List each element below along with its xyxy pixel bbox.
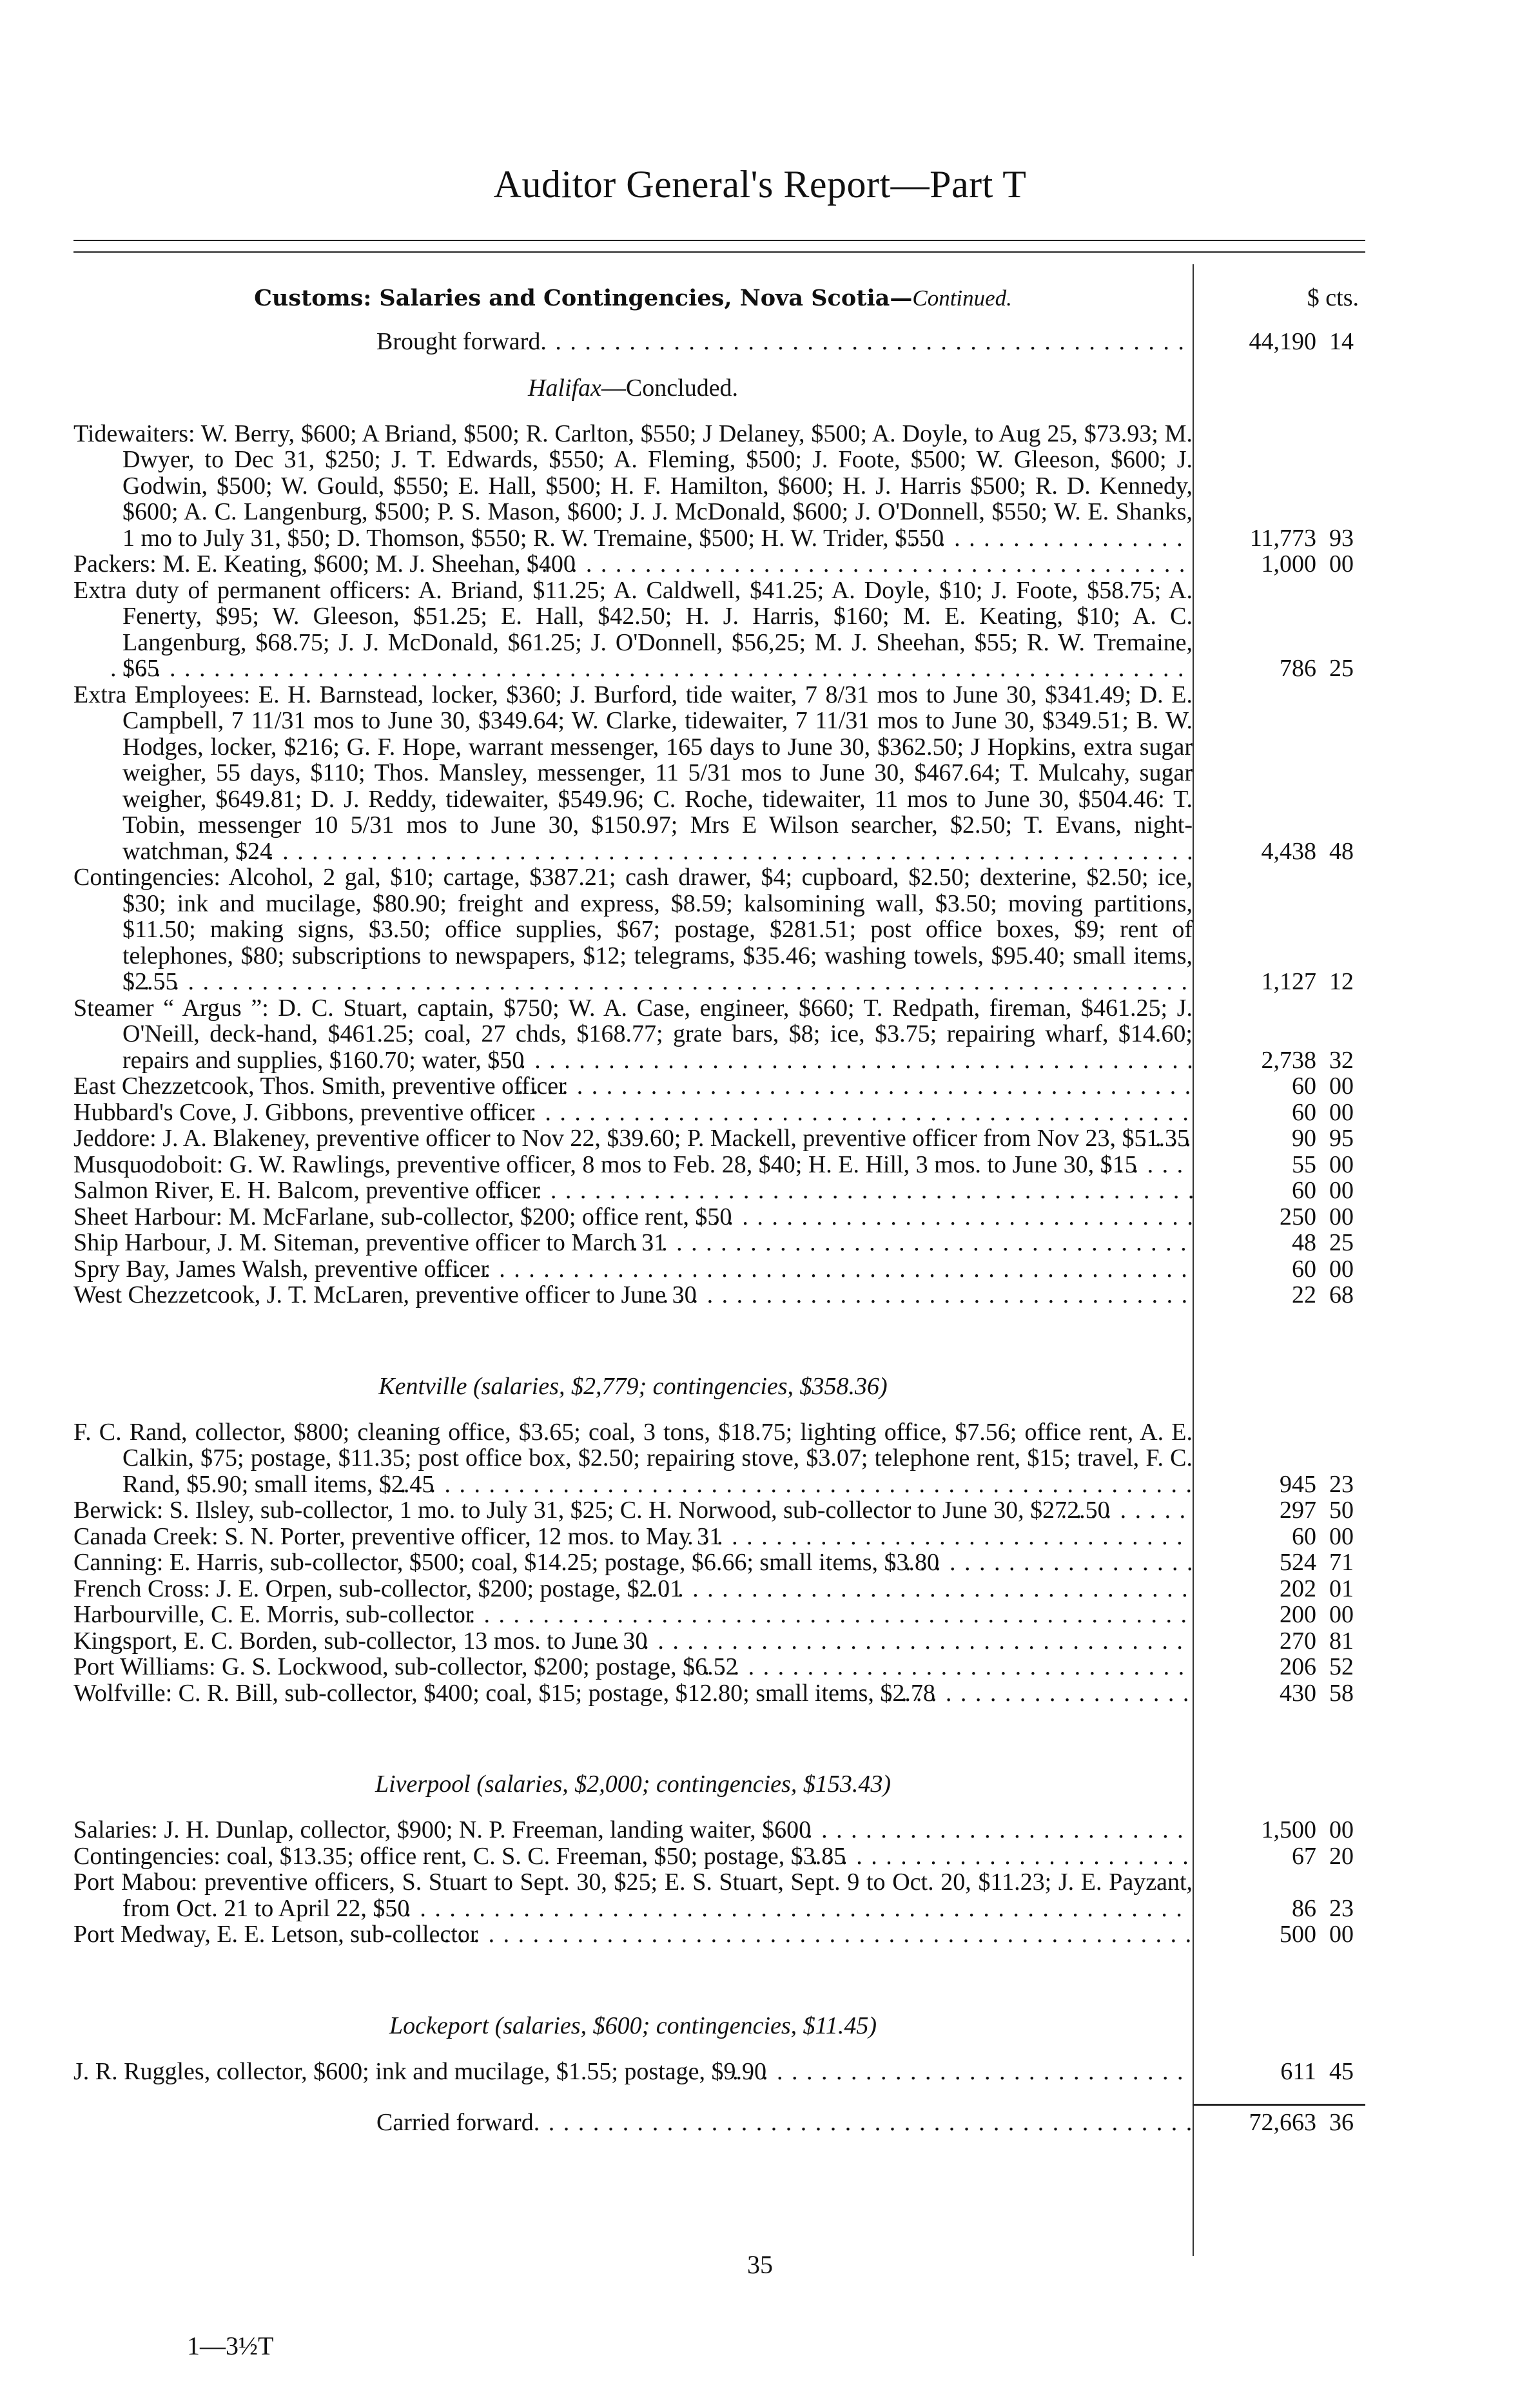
amount-dollars: 60 [1292, 1073, 1316, 1100]
lockeport-heading: Lockeport (salaries, $600; contingencies, $11.45) [389, 2012, 877, 2039]
entry-amount [1193, 1047, 1365, 1074]
entry-description: Spry Bay, James Walsh, preventive officer . . . [73, 1256, 1193, 1283]
amount-dollars: 60 [1292, 1255, 1316, 1283]
entry-description: Jeddore: J. A. Blakeney, preventive officer to Nov 22, $39.60; P. Mackell, preventive officer from Nov 23, $51.35 . . . [73, 1125, 1193, 1152]
amount-dollars: 48 [1292, 1229, 1316, 1256]
amount-cents: 71 [1329, 1549, 1354, 1576]
amount-dollars: 60 [1292, 1098, 1316, 1126]
entry-amount [1193, 969, 1365, 995]
table-row [73, 995, 1365, 1074]
entry-amount [1193, 1100, 1365, 1126]
amount-cents: 00 [1329, 1073, 1354, 1100]
kentville-heading: Kentville (salaries, $2,779; contingencies, $358.36) [378, 1372, 888, 1400]
section-title: Customs: Salaries and Contingencies, Nova Scotia—Continued. [254, 285, 1012, 311]
amount-dollars: 270 [1280, 1627, 1316, 1655]
amount-dollars: 945 [1280, 1470, 1316, 1498]
entry-amount [1193, 1628, 1365, 1655]
brought-forward-amount: 44,190 14 [1249, 328, 1354, 355]
amount-dollars: 90 [1292, 1125, 1316, 1152]
amount-cents: 50 [1329, 1497, 1354, 1524]
amount-cents: 00 [1329, 1921, 1354, 1948]
amount-cents: 00 [1329, 1601, 1354, 1628]
entry-amount [1193, 525, 1365, 552]
amount-cents: 25 [1329, 655, 1354, 682]
report-body [73, 284, 1365, 2136]
entry-amount [1193, 1125, 1365, 1152]
entry-description: Salmon River, E. H. Balcom, preventive officer . . . [73, 1178, 1193, 1204]
entry-amount [1193, 1654, 1365, 1680]
unit-header: $ cts. [1307, 284, 1359, 311]
table-row [73, 1602, 1365, 1628]
amount-dollars: 86 [1292, 1894, 1316, 1922]
entry-amount [1193, 1152, 1365, 1178]
table-row [73, 1817, 1365, 1843]
entry-amount [1193, 1073, 1365, 1100]
carried-forward-amount: 72,663 36 [1193, 2104, 1365, 2136]
amount-cents: 58 [1329, 1679, 1354, 1707]
table-row [73, 1680, 1365, 1707]
liverpool-entries [73, 1817, 1365, 1948]
entry-description: Port Medway, E. E. Letson, sub-collector . . . [73, 1921, 1193, 1948]
amount-cents: 81 [1329, 1627, 1354, 1655]
amount-dollars: 250 [1280, 1203, 1316, 1230]
amount-cents: 00 [1329, 1816, 1354, 1843]
entry-amount [1193, 1471, 1365, 1498]
table-row [73, 421, 1365, 552]
amount-cents: 48 [1329, 837, 1354, 865]
entry-description: Musquodoboit: G. W. Rawlings, preventive officer, 8 mos to Feb. 28, $40; H. E. Hill, 3 mos. to June 30, $15 . . . [73, 1152, 1193, 1178]
table-row [73, 1100, 1365, 1126]
amount-cents: 00 [1329, 1255, 1354, 1283]
entry-amount [1193, 1896, 1365, 1922]
table-row [73, 1152, 1365, 1178]
amount-dollars: 297 [1280, 1497, 1316, 1524]
table-row [73, 1178, 1365, 1204]
entry-amount [1193, 1178, 1365, 1204]
entry-amount [1193, 1230, 1365, 1256]
entry-description: East Chezzetcook, Thos. Smith, preventive officer . . . [73, 1073, 1193, 1100]
amount-cents: 95 [1329, 1125, 1354, 1152]
entry-description: J. R. Ruggles, collector, $600; ink and mucilage, $1.55; postage, $9.90 . . . [73, 2059, 1193, 2085]
entry-description: Extra duty of permanent officers: A. Briand, $11.25; A. Caldwell, $41.25; A. Doyle, $10; J. Foote, $58.75; A. Fenerty, $95; W. Gleeson, $51.25; E. Hall, $42.50; H. J. Harris, $160; M. E. Keating, $10; A. C. Langenburg, $68.75; J. J. McDonald, $61.25; J. O'Donnell, $56,25; M. J. Sheehan, $55; R. W. Tremaine, $65 . . . [73, 578, 1193, 682]
amount-dollars: 1,127 [1261, 968, 1316, 995]
amount-dollars: 430 [1280, 1679, 1316, 1707]
entry-description: Contingencies: Alcohol, 2 gal, $10; cartage, $387.21; cash drawer, $4; cupboard, $2.50; dexterine, $2.50; ice, $30; ink and mucilage, $80.90; freight and express, $8.59; kalsomining wall, $3.50; moving partitions, $11.50; making signs, $3.50; office supplies, $67; postage, $281.51; post office boxes, $9; rent of telephones, $80; subscriptions to newspapers, $12; telegrams, $35.46; washing towels, $95.40; small items, $2.55 . . . [73, 864, 1193, 995]
entry-amount [1193, 1282, 1365, 1308]
table-row [73, 1654, 1365, 1680]
entry-description: Harbourville, C. E. Morris, sub-collector . . . [73, 1602, 1193, 1628]
amount-cents: 68 [1329, 1281, 1354, 1308]
amount-cents: 52 [1329, 1653, 1354, 1680]
table-row [73, 1204, 1365, 1230]
table-row [73, 1921, 1365, 1948]
table-row [73, 1549, 1365, 1576]
kentville-entries [73, 1419, 1365, 1707]
amount-dollars: 60 [1292, 1177, 1316, 1204]
entry-description: Kingsport, E. C. Borden, sub-collector, 13 mos. to June 30 . . . [73, 1628, 1193, 1655]
entry-amount [1193, 551, 1365, 578]
entry-amount [1193, 839, 1365, 865]
amount-cents: 12 [1329, 968, 1354, 995]
amount-dollars: 786 [1280, 655, 1316, 682]
entry-amount [1193, 1524, 1365, 1550]
halifax-heading: Halifax—Concluded. [527, 374, 739, 402]
table-row [73, 1419, 1365, 1498]
amount-dollars: 11,773 [1249, 524, 1316, 552]
entry-amount [1193, 1497, 1365, 1524]
liverpool-heading: Liverpool (salaries, $2,000; contingencies, $153.43) [375, 1771, 891, 1798]
table-row [73, 551, 1365, 578]
entry-description: Canada Creek: S. N. Porter, preventive officer, 12 mos. to May 31 . . . [73, 1524, 1193, 1550]
entry-description: Sheet Harbour: M. McFarlane, sub-collector, $200; office rent, $50 . . . [73, 1204, 1193, 1230]
table-row [73, 2059, 1365, 2085]
entry-amount [1193, 1602, 1365, 1628]
amount-dollars: 55 [1292, 1151, 1316, 1178]
amount-dollars: 60 [1292, 1522, 1316, 1550]
amount-cents: 23 [1329, 1894, 1354, 1922]
amount-dollars: 1,500 [1261, 1816, 1316, 1843]
table-row [73, 864, 1365, 995]
entry-description: Salaries: J. H. Dunlap, collector, $900; N. P. Freeman, landing waiter, $600 . . . [73, 1817, 1193, 1843]
amount-dollars: 202 [1280, 1575, 1316, 1602]
amount-cents: 01 [1329, 1575, 1354, 1602]
amount-dollars: 206 [1280, 1653, 1316, 1680]
amount-dollars: 1,000 [1261, 550, 1316, 578]
entry-amount [1193, 1921, 1365, 1948]
entry-amount [1193, 1204, 1365, 1230]
amount-dollars: 611 [1280, 2057, 1316, 2085]
table-row [73, 578, 1365, 682]
entry-description: West Chezzetcook, J. T. McLaren, preventive officer to June 30 . . . [73, 1282, 1193, 1308]
entry-description: Canning: E. Harris, sub-collector, $500; coal, $14.25; postage, $6.66; small items, $3.80 . . . [73, 1549, 1193, 1576]
carried-forward-row [73, 2104, 1365, 2136]
entry-description: Hubbard's Cove, J. Gibbons, preventive officer . . . [73, 1100, 1193, 1126]
entry-description: Ship Harbour, J. M. Siteman, preventive officer to March 31 . . . [73, 1230, 1193, 1256]
entry-amount [1193, 1256, 1365, 1283]
table-row [73, 1843, 1365, 1870]
halifax-entries [73, 421, 1365, 1308]
amount-dollars: 524 [1280, 1549, 1316, 1576]
lockeport-entries [73, 2059, 1365, 2085]
page-title: Auditor General's Report—Part T [493, 163, 1027, 206]
entry-description: Steamer “ Argus ”: D. C. Stuart, captain, $750; W. A. Case, engineer, $660; T. Redpath, fireman, $461.25; J. O'Neill, deck-hand, $461.25; coal, 27 chds, $168.77; grate bars, $8; ice, $3.75; repairing wharf, $14.60; repairs and supplies, $160.70; water, $50 . . . [73, 995, 1193, 1074]
amount-dollars: 200 [1280, 1601, 1316, 1628]
entry-description: Wolfville: C. R. Bill, sub-collector, $400; coal, $15; postage, $12.80; small items, $2.78 . . . [73, 1680, 1193, 1707]
amount-cents: 25 [1329, 1229, 1354, 1256]
amount-dollars: 22 [1292, 1281, 1316, 1308]
printer-signature: 1—3½T [187, 2331, 274, 2360]
amount-cents: 20 [1329, 1842, 1354, 1870]
amount-dollars: 500 [1280, 1921, 1316, 1948]
table-row [73, 1497, 1365, 1524]
amount-cents: 23 [1329, 1470, 1354, 1498]
amount-dollars: 4,438 [1261, 837, 1316, 865]
page-number: 35 [747, 2250, 773, 2279]
amount-dollars: 2,738 [1261, 1046, 1316, 1074]
table-row [73, 1869, 1365, 1921]
carried-forward-label: Carried forward . . . [73, 2110, 1193, 2136]
entry-description: Berwick: S. Ilsley, sub-collector, 1 mo. to July 31, $25; C. H. Norwood, sub-collector to June 30, $272.50 . . . [73, 1497, 1193, 1524]
table-header [73, 284, 1365, 329]
brought-forward-row [73, 329, 1365, 355]
entry-description: Packers: M. E. Keating, $600; M. J. Sheehan, $400 . . . [73, 551, 1193, 578]
amount-cents: 00 [1329, 1151, 1354, 1178]
table-row [73, 1628, 1365, 1655]
table-row [73, 1524, 1365, 1550]
entry-amount [1193, 1843, 1365, 1870]
table-row [73, 1230, 1365, 1256]
entry-description: Contingencies: coal, $13.35; office rent, C. S. C. Freeman, $50; postage, $3.85 . . . [73, 1843, 1193, 1870]
table-row [73, 1282, 1365, 1308]
amount-cents: 00 [1329, 1177, 1354, 1204]
amount-cents: 45 [1329, 2057, 1354, 2085]
amount-cents: 32 [1329, 1046, 1354, 1074]
amount-dollars: 67 [1292, 1842, 1316, 1870]
table-row [73, 1125, 1365, 1152]
entry-description: Tidewaiters: W. Berry, $600; A Briand, $500; R. Carlton, $550; J Delaney, $500; A. Doyle, to Aug 25, $73.93; M. Dwyer, to Dec 31, $250; J. T. Edwards, $550; A. Fleming, $500; J. Foote, $500; W. Gleeson, $600; J. Godwin, $500; W. Gould, $550; E. Hall, $500; H. F. Hamilton, $600; H. J. Harris $500; R. D. Kennedy, $600; A. C. Langenburg, $500; P. S. Mason, $600; J. J. McDonald, $600; J. O'Donnell, $550; W. E. Shanks, 1 mo to July 31, $50; D. Thomson, $550; R. W. Tremaine, $500; H. W. Trider, $550 . . . [73, 421, 1193, 552]
entry-description: Extra Employees: E. H. Barnstead, locker, $360; J. Burford, tide waiter, 7 8/31 mos to June 30, $341.49; D. E. Campbell, 7 11/31 mos to June 30, $349.64; W. Clarke, tidewaiter, 7 11/31 mos to June 30, $349.51; B. W. Hodges, locker, $216; G. F. Hope, warrant messenger, 165 days to June 30, $362.50; J Hopkins, extra sugar weigher, 55 days, $110; Thos. Mansley, messenger, 11 5/31 mos to June 30, $467.64; T. Mulcahy, sugar weigher, $649.81; D. J. Reddy, tidewaiter, $549.96; C. Roche, tidewaiter, 11 mos to June 30, $504.46: T. Tobin, messenger 10 5/31 mos to June 30, $150.97; Mrs E Wilson searcher, $2.50; T. Evans, night-watchman, $24 . . . [73, 682, 1193, 865]
entry-amount [1193, 1680, 1365, 1707]
table-row [73, 1073, 1365, 1100]
entry-description: French Cross: J. E. Orpen, sub-collector, $200; postage, $2.01 . . . [73, 1576, 1193, 1602]
amount-cents: 00 [1329, 1203, 1354, 1230]
entry-description: Port Mabou: preventive officers, S. Stuart to Sept. 30, $25; E. S. Stuart, Sept. 9 to Oct. 20, $11.23; J. E. Payzant, from Oct. 21 to April 22, $50 . . . [73, 1869, 1193, 1921]
header-rule-top [73, 240, 1365, 241]
table-row [73, 682, 1365, 865]
table-row [73, 1256, 1365, 1283]
entry-description: Port Williams: G. S. Lockwood, sub-collector, $200; postage, $6.52 . . . [73, 1654, 1193, 1680]
entry-amount [1193, 1549, 1365, 1576]
entry-amount [1193, 1817, 1365, 1843]
entry-description: F. C. Rand, collector, $800; cleaning office, $3.65; coal, 3 tons, $18.75; lighting office, $7.56; office rent, A. E. Calkin, $75; postage, $11.35; post office box, $2.50; repairing stove, $3.07; telephone rent, $15; travel, F. C. Rand, $5.90; small items, $2.45 . . . [73, 1419, 1193, 1498]
header-rule-bottom [73, 251, 1365, 253]
entry-amount [1193, 1576, 1365, 1602]
entry-amount [1193, 655, 1365, 682]
amount-cents: 00 [1329, 1522, 1354, 1550]
amount-cents: 93 [1329, 524, 1354, 552]
brought-forward-label: Brought forward . . . [73, 329, 1193, 355]
amount-cents: 00 [1329, 1098, 1354, 1126]
entry-amount [1193, 2059, 1365, 2085]
amount-cents: 00 [1329, 550, 1354, 578]
table-row [73, 1576, 1365, 1602]
